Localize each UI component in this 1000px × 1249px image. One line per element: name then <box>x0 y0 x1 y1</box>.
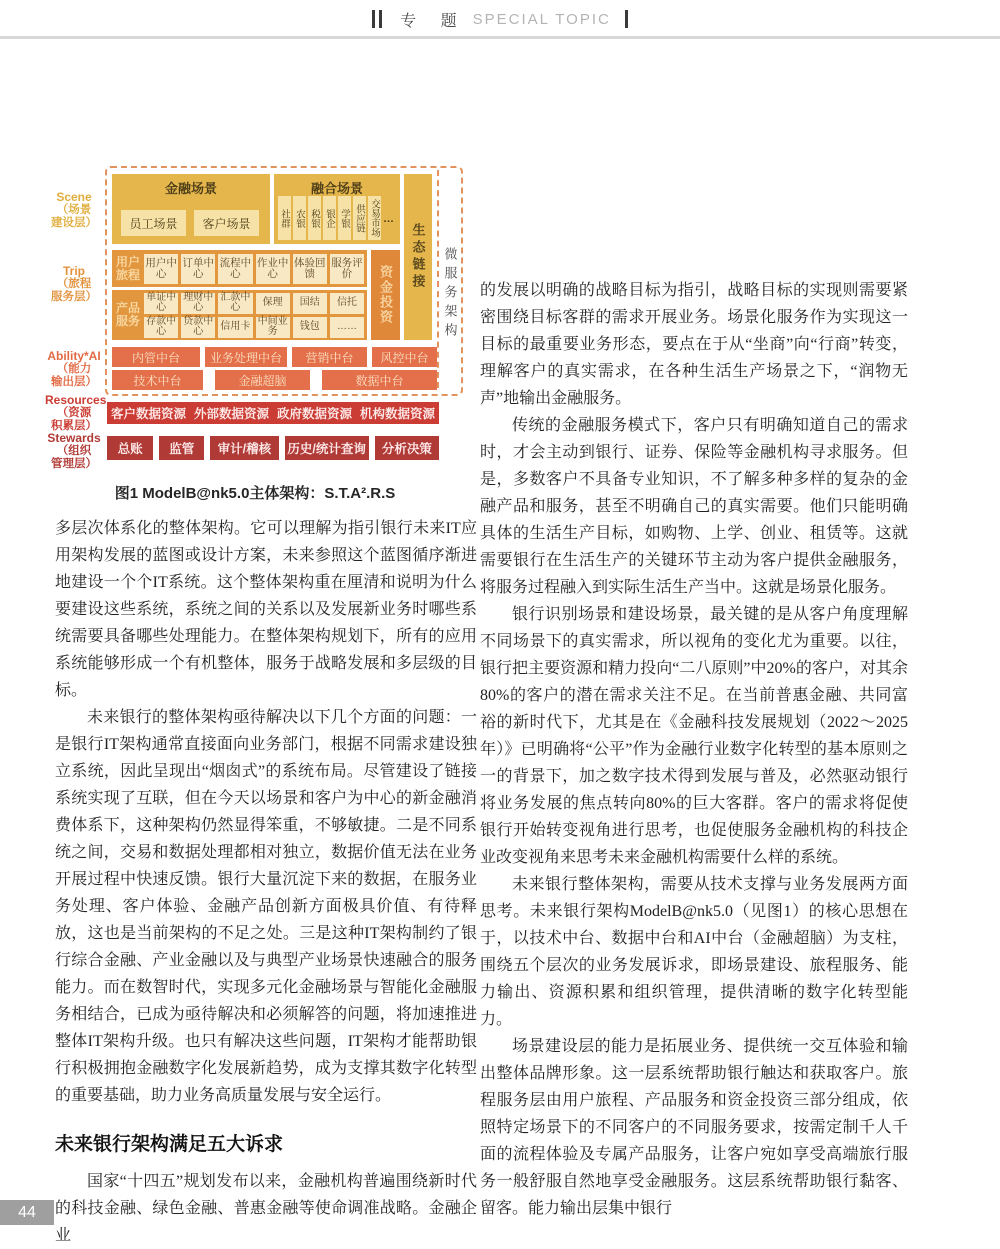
resource-item: 客户数据资源 <box>110 407 186 421</box>
steward-block: 分析决策 <box>375 436 439 460</box>
page-header <box>0 6 1000 32</box>
figure-caption: 图1 ModelB@nk5.0主体架构：S.T.A².R.S <box>114 485 396 502</box>
fusion-column: 社群 <box>278 196 291 240</box>
journey-block: 流程中心 <box>218 254 252 284</box>
dashed-inner-divider <box>437 170 439 388</box>
product-block: 贷款中心 <box>181 317 215 338</box>
eco-link-bar: 生态链接 <box>404 174 432 340</box>
layer-label-stewards: Stewards （组织 管理层） <box>47 431 101 470</box>
ability-block: 内管中台 <box>112 347 200 367</box>
ability-row-1 <box>112 347 437 367</box>
fusion-column: 学银 <box>338 196 351 240</box>
header-double-bar-icon <box>379 10 382 28</box>
fusion-scene-title: 融合场景 <box>310 181 363 196</box>
ability-block: 营销中台 <box>292 347 367 367</box>
fusion-column: 供应链 <box>353 196 366 240</box>
section-heading: 未来银行架构满足五大诉求 <box>55 1134 284 1155</box>
product-block: 汇款中心 <box>218 293 252 314</box>
product-service-blocks <box>144 293 367 338</box>
product-service-label: 产品服务 <box>115 301 140 328</box>
layer-label-scene: Scene （场景 建设层） <box>51 190 97 229</box>
header-topic-en: SPECIAL TOPIC <box>472 10 611 28</box>
resource-item: 机构数据资源 <box>359 407 435 421</box>
fusion-columns <box>278 196 396 242</box>
product-block: 信托 <box>330 293 364 314</box>
steward-block: 审计/稽核 <box>210 436 278 460</box>
architecture-figure <box>45 166 465 470</box>
layer-label-resources: Resources （资源 积累层） <box>45 393 107 432</box>
paragraph: 的发展以明确的战略目标为指引，战略目标的实现则需要紧密围绕目标客群的需求开展业务。场景化服务作为实现这一目标的最重要业务形态，要点在于从“坐商”向“行商”转变，理解客户的真实需求，在各种生活生产场景之下，“润物无声”地输出金融服务。 <box>480 282 908 407</box>
ability-block: 技术中台 <box>112 370 203 390</box>
user-journey-blocks <box>144 254 367 284</box>
paragraph: 国家“十四五”规划发布以来，金融机构普遍围绕新时代的科技金融、绿色金融、普惠金融等使命调准战略。金融企业 <box>55 1173 477 1244</box>
resource-item: 政府数据资源 <box>276 407 352 421</box>
capital-investment-bar: 资金投资 <box>371 250 400 340</box>
layer-label-trip: Trip （旅程 服务层） <box>51 264 97 303</box>
ability-block: 数据中台 <box>322 370 437 390</box>
journey-block: 用户中心 <box>144 254 178 284</box>
product-block: …… <box>330 317 364 338</box>
paragraph: 银行识别场景和建设场景，最关键的是从客户角度理解不同场景下的真实需求，所以视角的变化尤为重要。以往，银行把主要资源和精力投向“二八原则”中20%的客户，对其余80%的客户的潜在需求关注不足。在当前普惠金融、共同富裕的新时代下，尤其是在《金融科技发展规划（2022～2025年）》已明确将“公平”作为金融行业数字化转型的基本原则之一的背景下，加之数字技术得到发展与普及，必然驱动银行将业务发展的焦点转向80%的巨大客群。客户的需求将促使银行开始转变视角进行思考，也促使服务金融机构的科技企业改变视角来思考未来金融机构需要什么样的系统。 <box>480 606 908 866</box>
paragraph: 未来银行的整体架构亟待解决以下几个方面的问题：一是银行IT架构通常直接面向业务部门，根据不同需求建设独立系统，因此呈现出“烟囱式”的系统布局。尽管建设了链接系统实现了互联，但在今天以场景和客户为中心的新金融消费体系下，这种架构仍然显得笨重，不够敏捷。二是不同系统之间，交易和数据处理都相对独立，数据价值无法在业务开展过程中快速反馈。银行大量沉淀下来的数据，在服务业务处理、客户体验、金融产品创新方面极具价值、有待释放，这也是当前架构的不足之处。三是这种IT架构制约了银行综合金融、产业金融以及与典型产业场景快速融合的服务能力。而在数智时代，实现多元化金融场景与智能化金融服务相结合，已成为亟待解决和必须解答的问题，将加速推进整体IT架构升级。也只有解决这些问题，IT架构才能帮助银行积极拥抱金融数字化发展新趋势，成为支撑其数字化转型的重要基础，助力业务高质量发展与安全运行。 <box>55 709 477 1104</box>
fusion-column: 税银 <box>308 196 321 240</box>
steward-block: 监管 <box>159 436 204 460</box>
journey-block: 体验回馈 <box>293 254 327 284</box>
ability-row-2 <box>112 370 437 390</box>
microservice-architecture-label: 微服务架构 <box>442 246 458 342</box>
page-number: 44 <box>0 1200 54 1225</box>
user-journey-label: 用户旅程 <box>115 254 140 282</box>
journey-block: 服务评价 <box>330 254 364 284</box>
layer-label-ability: Ability*AI （能力 输出层） <box>47 349 101 388</box>
product-block: 信用卡 <box>218 317 252 338</box>
fusion-scene-block <box>274 174 400 244</box>
product-block: 中间业务 <box>256 317 290 338</box>
paragraph: 未来银行整体架构，需要从技术支撑与业务发展两方面思考。未来银行架构ModelB@nk5.0（见图1）的核心思想在于，以技术中台、数据中台和AI中台（金融超脑）为支柱，围绕五个层次的业务发展诉求，即场景建设、旅程服务、能力输出、资源积累和组织管理，提供清晰的数字化转型能力。 <box>480 876 908 1028</box>
resource-item: 外部数据资源 <box>193 407 269 421</box>
paragraph: 传统的金融服务模式下，客户只有明确知道自己的需求时，才会主动到银行、证券、保险等金融机构寻求服务。但是，多数客户不具备专业知识，不了解多种多样的复杂的金融产品和服务，甚至不明确自己的真实需要。他们只能明确具体的生活生产目标，如购物、上学、创业、租赁等。这就需要银行在生活生产的关键环节主动为客户提供金融服务，将服务过程融入到实际生活生产当中。这就是场景化服务。 <box>480 417 908 596</box>
ability-block: 风控中台 <box>372 347 437 367</box>
header-double-bar-icon <box>372 10 375 28</box>
header-topic-cn: 专 题 <box>400 12 467 30</box>
right-text-column <box>480 277 908 1222</box>
resources-bar <box>107 402 439 424</box>
fusion-ellipsis: … <box>383 213 394 225</box>
financial-scene-block <box>112 174 270 244</box>
product-block: 钱包 <box>293 317 327 338</box>
ability-block: 金融超脑 <box>215 370 310 390</box>
steward-block: 总账 <box>107 436 153 460</box>
left-text-column <box>55 515 477 1249</box>
steward-block: 历史/统计查询 <box>285 436 369 460</box>
header-divider <box>0 36 1000 39</box>
product-block: 国结 <box>293 293 327 314</box>
stewards-row <box>107 436 439 460</box>
scene-sub-block: 客户场景 <box>194 210 259 236</box>
fusion-column: 农银 <box>293 196 306 240</box>
product-block: 单证中心 <box>144 293 178 314</box>
ability-block: 业务处理中台 <box>205 347 287 367</box>
scene-sub-block: 员工场景 <box>121 210 186 236</box>
journey-block: 订单中心 <box>181 254 215 284</box>
fusion-column: 银企 <box>323 196 336 240</box>
product-block: 存款中心 <box>144 317 178 338</box>
paragraph: 场景建设层的能力是拓展业务、提供统一交互体验和输出整体品牌形象。这一层系统帮助银行触达和获取客户。旅程服务层由用户旅程、产品服务和资金投资三部分组成，依照特定场景下的不同客户的不同服务要求，按需定制千人千面的流程体验及专属产品服务，让客户宛如享受高端旅行服务一般舒服自然地享受金融服务。这层系统帮助银行黏客、留客。能力输出层集中银行 <box>480 1038 908 1217</box>
user-journey-band <box>112 250 367 287</box>
fusion-column: 交易市场 <box>368 196 381 240</box>
product-service-band <box>112 290 367 340</box>
journey-block: 作业中心 <box>256 254 290 284</box>
paragraph: 多层次体系化的整体架构。它可以理解为指引银行未来IT应用架构发展的蓝图或设计方案，未来参照这个蓝图循序渐进地建设一个个IT系统。这个整体架构重在厘清和说明为什么要建设这些系统，系统之间的关系以及发展新业务时哪些系统需要具备哪些处理能力。在整体架构规划下，所有的应用系统能够形成一个有机整体，服务于战略发展和多层级的目标。 <box>55 520 477 699</box>
financial-scene-title: 金融场景 <box>164 181 217 196</box>
product-block: 保理 <box>256 293 290 314</box>
product-block: 理财中心 <box>181 293 215 314</box>
header-single-bar-icon <box>625 10 628 28</box>
